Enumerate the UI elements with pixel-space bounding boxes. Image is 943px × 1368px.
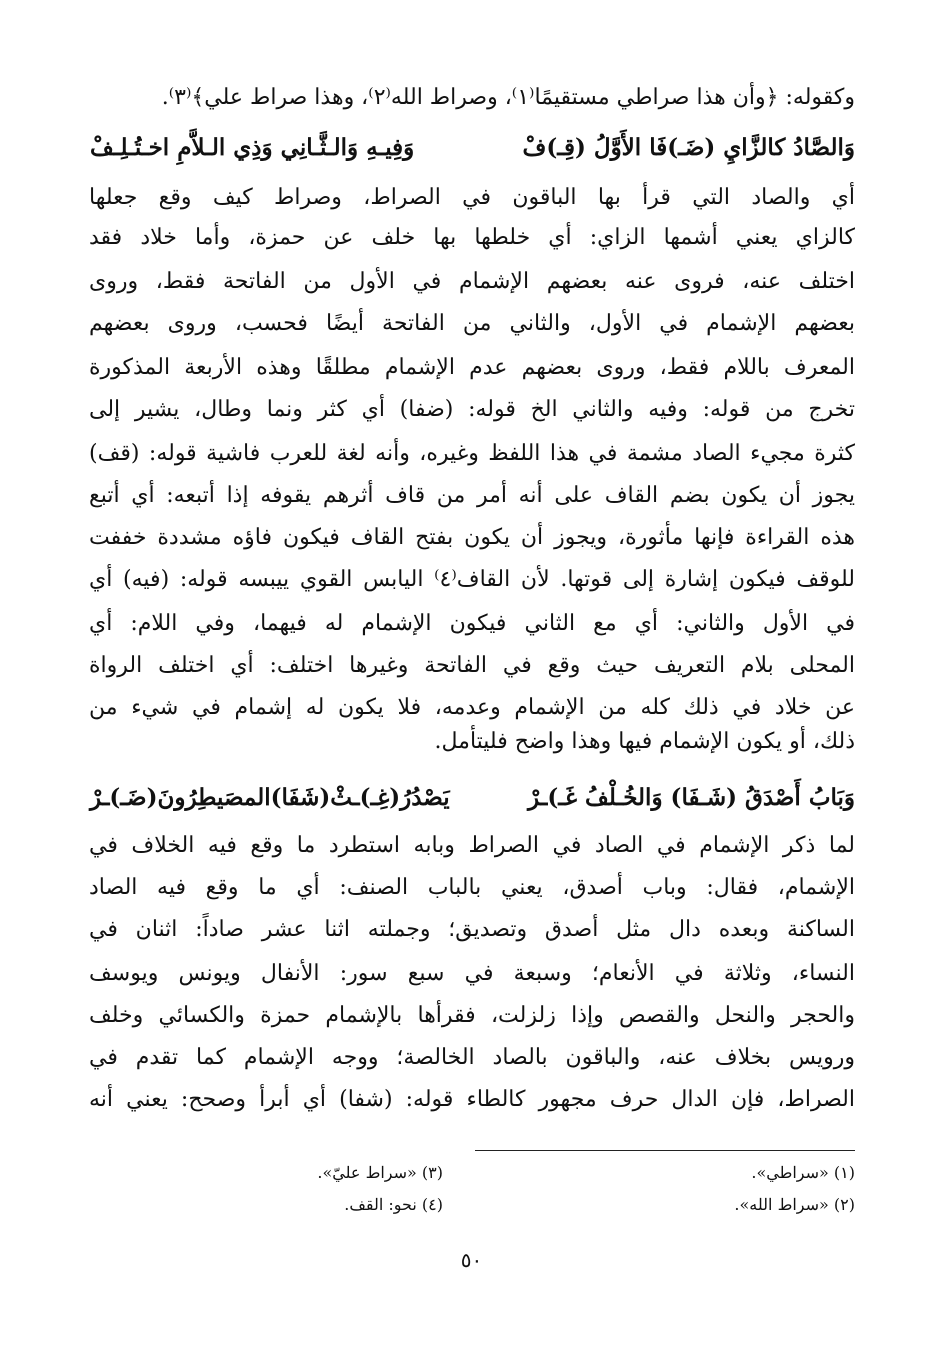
paragraph-line: ورويس بخلاف عنه، والباقون بالصاد الخالصة؛ ووجه الإشمام كما تقدم في <box>89 1045 855 1070</box>
paragraph-line: المحلى بلام التعريف حيث وقع في الفاتحة وغيرها اختلف: أي اختلف الرواة <box>89 653 855 678</box>
paragraph-line: عن خلاد في ذلك كله من الإشمام وعدمه، فلا يكون له إشمام في شيء من <box>89 695 855 720</box>
page-number: ٥٠ <box>460 1248 483 1272</box>
paragraph-line: والحجر والنحل والقصص وإذا زلزلت، فقرأها بالإشمام حمزة والكسائي وخلف <box>89 1003 855 1028</box>
verse-2-first-half: وَبَابُ أَصْدَقُ (شَـفَا) وَالخُـلْفُ غَـ)ـرْ <box>527 784 855 811</box>
paragraph-line: ذلك، أو يكون الإشمام فيها وهذا واضح فليتأمل. <box>434 729 855 754</box>
paragraph-line: في الأول والثاني: أي مع الثاني فيكون الإشمام له فيهما، وفي اللام: أي <box>89 611 855 636</box>
footnote-divider <box>475 1150 855 1151</box>
intro-line: وكقوله: ﴿وأن هذا صراطي مستقيمًا⁽١⁾، وصراط الله⁽٢⁾، وهذا صراط علي﴾⁽٣⁾. <box>161 85 855 110</box>
paragraph-line: تخرج من قوله: وفيه والثاني الخ قوله: (ضفا) أي كثر ونما وطال، يشير إلى <box>89 397 855 422</box>
verse-1-second-half: وَفِيـهِ وَالـثَّـانِي وَذِي الـلاَّمِ اخـتُـلِـفْ <box>90 134 415 161</box>
footnote-2: (٢) «سراط الله». <box>734 1195 855 1214</box>
paragraph-line: النساء، وثلاثة في الأنعام؛ وسبعة في سبع سور: الأنفال ويونس ويوسف <box>89 961 855 986</box>
paragraph-line: أي والصاد التي قرأ بها الباقون في الصراط، وصراط كيف وقع جعلها <box>89 185 855 210</box>
paragraph-line: الصراط، فإن الدال حرف مجهور كالطاء قوله: (شفا) أي أبرأ وصحح: يعني أنه <box>89 1087 855 1112</box>
paragraph-line: المعرف باللام فقط، وروى بعضهم عدم الإشمام مطلقًا وهذه الأربعة المذكورة <box>89 355 855 380</box>
paragraph-line: بعضهم الإشمام في الأول، والثاني من الفاتحة أيضًا فحسب، وروى بعضهم <box>89 311 855 336</box>
footnote-1: (١) «سراطي». <box>751 1163 855 1182</box>
paragraph-line: الساكنة وبعده دال مثل أصدق وتصديق؛ وجملته اثنا عشر صاداً: اثنان في <box>89 917 855 942</box>
verse-2-second-half: يَصْدُرُ(غِـ)ـثْ(شَفَا)المصَيطِرُونَ(ضَـ)ـرْ <box>90 784 450 811</box>
paragraph-line: كثرة مجيء الصاد مشمة في هذا اللفظ وغيره، وأنه لغة للعرب فاشية قوله: (قف) <box>89 441 855 466</box>
footnote-4: (٤) نحو: القف. <box>344 1195 443 1214</box>
paragraph-line: اختلف عنه، فروى عنه بعضهم الإشمام في الأول من الفاتحة فقط، وروى <box>89 269 855 294</box>
footnote-3: (٣) «سراط عليّ». <box>317 1163 443 1182</box>
paragraph-line: هذه القراءة فإنها مأثورة، ويجوز أن يكون بفتح القاف فيكون فاؤه مشددة خففت <box>89 525 855 550</box>
paragraph-line: يجوز أن يكون بضم القاف على أنه أمر من قاف أثرهم يقوفه إذا أتبعه: أي أتبع <box>89 483 855 508</box>
paragraph-line: لما ذكر الإشمام في الصاد في الصراط وبابه استطرد ما وقع فيه الخلاف في <box>89 833 855 858</box>
paragraph-line: للوقف فيكون إشارة إلى قوتها. لأن القاف⁽٤⁾ اليابس القوي ييبسه قوله: (فيه) أي <box>89 567 855 592</box>
verse-1-first-half: وَالصَّادُ كالزَّايِ (ضَـ)فَا الأَوَّلُ (قِـ)فْ <box>522 134 855 161</box>
paragraph-line: كالزاي يعني أشمها الزاي: أي خلطها بها خلف عن حمزة، وأما خلاد فقد <box>89 225 855 250</box>
paragraph-line: الإشمام، فقال: وباب أصدق، يعني بالباب الصنف: أي ما وقع فيه الصاد <box>89 875 855 900</box>
